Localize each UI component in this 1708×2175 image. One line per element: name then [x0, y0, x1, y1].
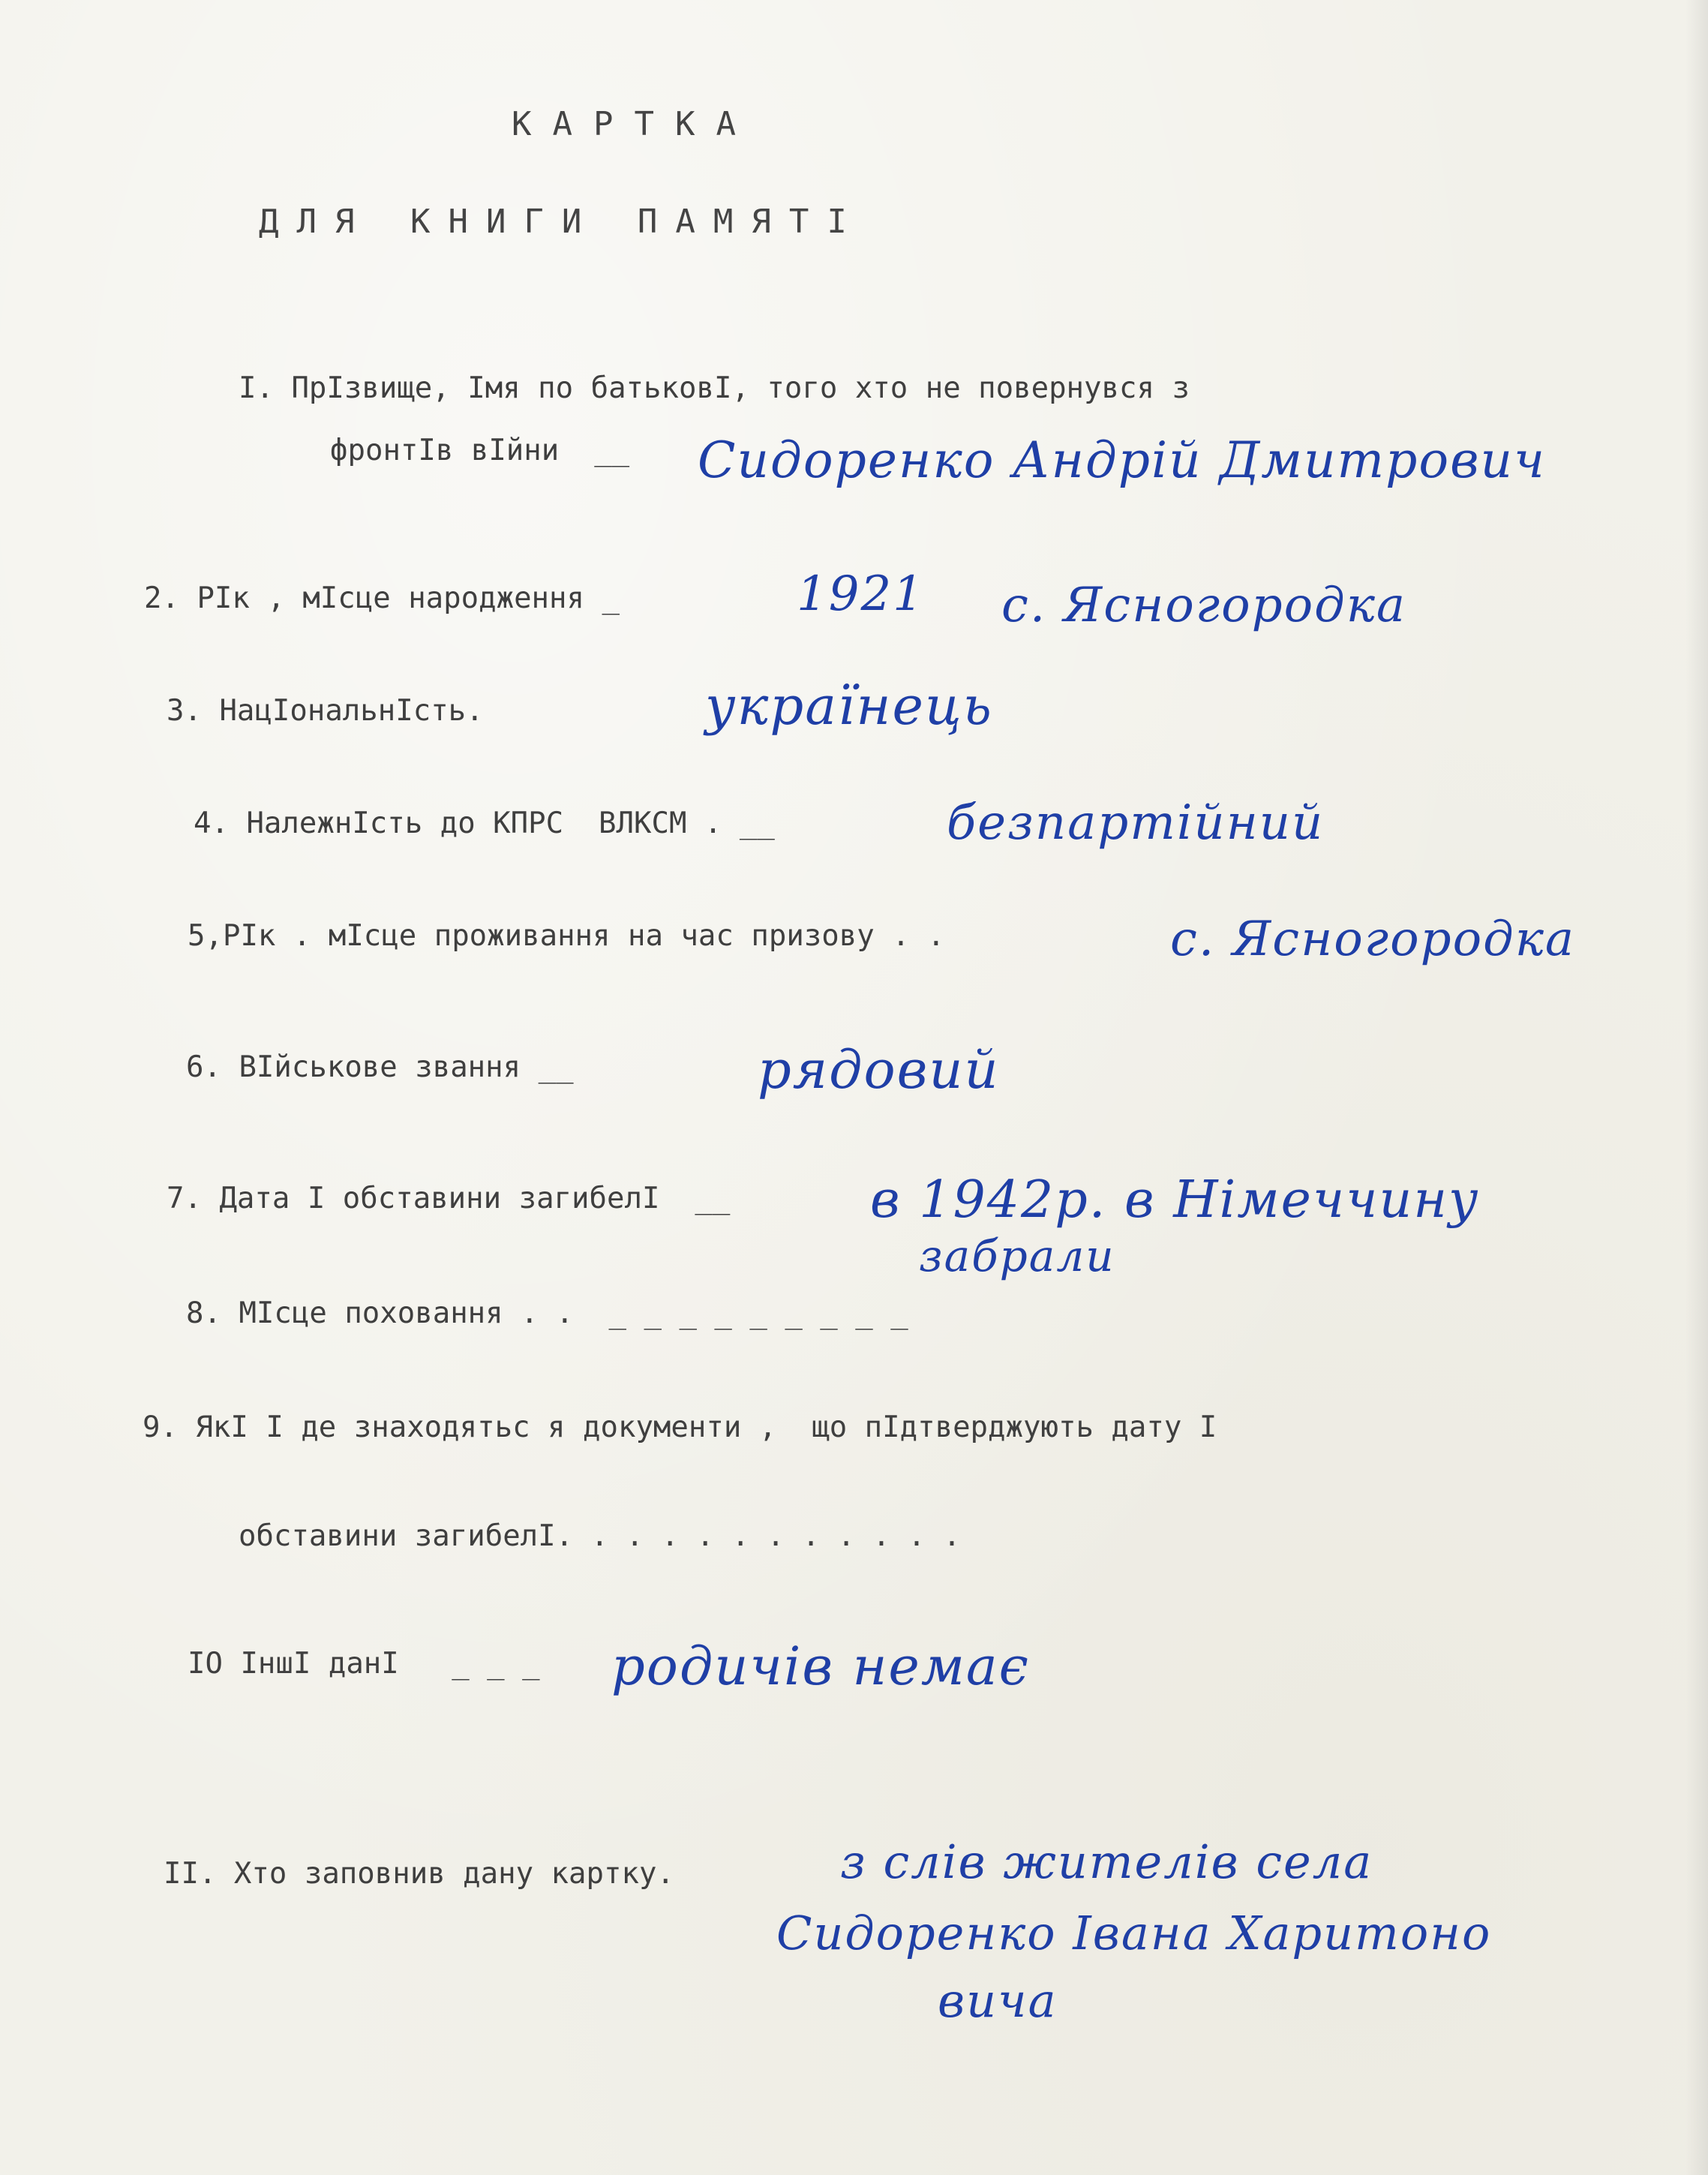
field-2-year: 1921 [797, 566, 925, 622]
field-8-label: 8. МIсце поховання . . _ _ _ _ _ _ _ _ _ [186, 1296, 908, 1330]
field-11-answer-line1: з слів жителів села [840, 1834, 1373, 1889]
field-7-label: 7. Дата I обставини загибелI __ [167, 1182, 731, 1215]
field-3-label: 3. НацIональнIсть. [167, 694, 484, 728]
field-11-label: II. Хто заповнив дану картку. [164, 1857, 674, 1891]
field-10-label: IO IншI данI _ _ _ [188, 1647, 540, 1681]
field-9-label-line1: 9. ЯкI I де знаходятьс я документи , що пIдтверджують дату I [143, 1410, 1217, 1444]
field-1-answer: Сидоренко Андрій Дмитрович [698, 431, 1547, 489]
field-6-answer: рядовий [758, 1039, 1000, 1101]
field-5-label: 5,РIк . мIсце проживання на час призову . . [188, 919, 945, 953]
field-7-answer-line2: забрали [919, 1230, 1115, 1281]
field-2-place: с. Ясногородка [1001, 578, 1407, 633]
page-edge-shadow [1685, 0, 1708, 2175]
field-10-answer: родичів немає [611, 1636, 1030, 1697]
field-4-label: 4. НалежнIсть до КПРС ВЛКСМ . __ [194, 807, 775, 840]
field-6-label: 6. ВIйськове звання __ [186, 1050, 574, 1084]
field-1-label-line1: I. ПрIзвище, Iмя по батьковI, того хто не повернувся з [239, 371, 1190, 405]
field-4-answer: безпартійний [947, 795, 1325, 851]
document-title: КАРТКА [512, 105, 757, 143]
field-3-answer: українець [705, 675, 993, 737]
field-5-answer: с. Ясногородка [1170, 912, 1576, 967]
field-1-label-line2: фронтIв вIйни __ [330, 434, 630, 467]
field-7-answer-line1: в 1942р. в Німеччину [870, 1170, 1480, 1230]
field-11-answer-line2: Сидоренко Івана Харитоно [776, 1906, 1492, 1960]
field-9-label-line2: обставини загибелI. . . . . . . . . . . . [239, 1519, 961, 1553]
document-subtitle: ДЛЯ КНИГИ ПАМЯТІ [259, 203, 865, 241]
field-11-answer-line3: вича [938, 1973, 1058, 2028]
field-2-label: 2. РIк , мIсце народження _ [144, 581, 620, 615]
